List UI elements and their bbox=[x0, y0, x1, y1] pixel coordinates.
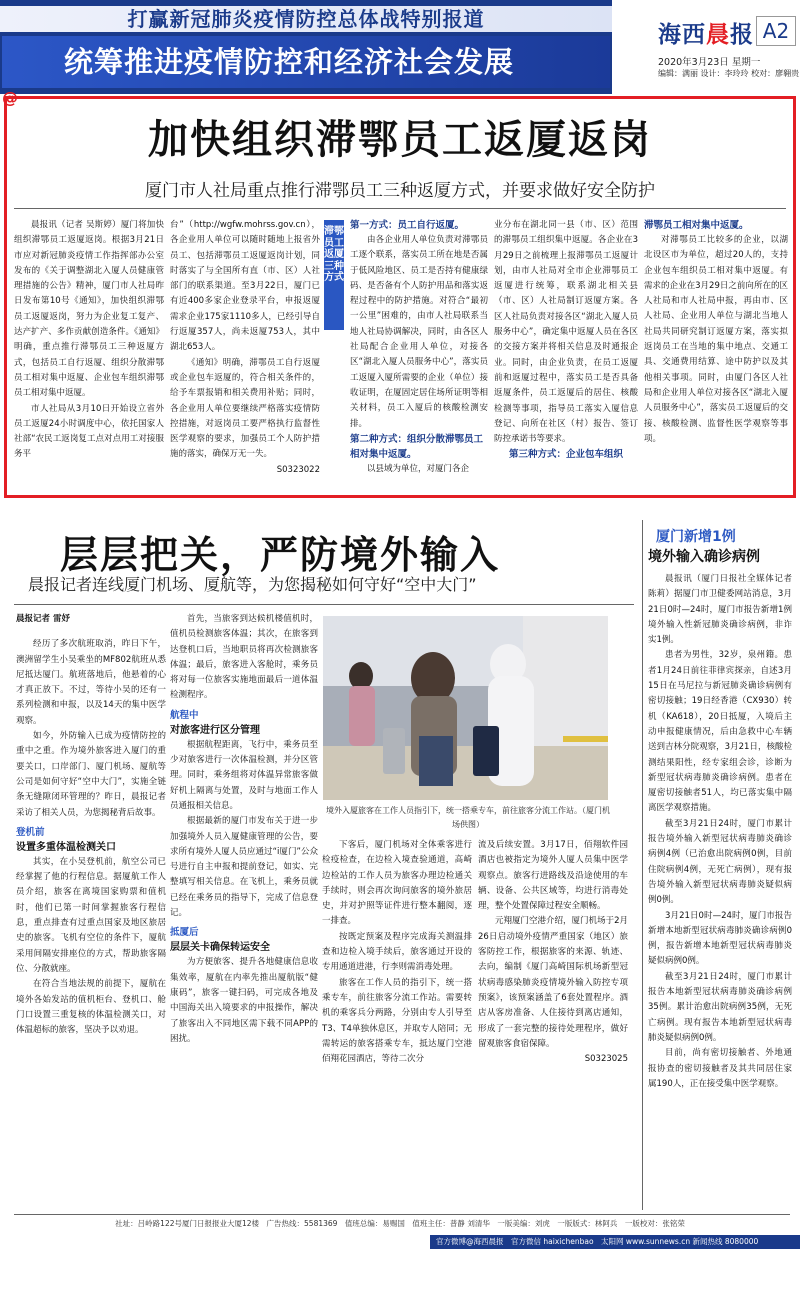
section1-text2: 在符合当地法规的前提下，厦航在境外各始发站的值机柜台、登机口、舱门口设置三重复核的体温检测关口，对体温超标的旅客，坚决予以劝退。 bbox=[16, 979, 166, 1036]
banner-main bbox=[2, 36, 610, 88]
sidebar-p3: 截至3月21日24时，厦门市累计报告境外输入新型冠状病毒肺炎确诊病例4例（已治愈出院病例0例，目前住院病例4例，无死亡病例），现有报告境外输入新型冠状病毒肺炎疑似病例0例。 bbox=[648, 818, 792, 906]
story2-col3b-text: 按既定预案及程序完成海关测温排查和边检入境手续后，旅客通过开设的专用通道进港，行李则需消毒处理。 bbox=[322, 931, 472, 973]
story2-col1 bbox=[16, 612, 166, 1038]
section3-text: 为方便旅客、提升各地健康信息收集效率，厦航在内率先推出厦航版“健康码”，旅客一键扫码，可完成各地及中国海关出入境要求的申报操作，解决了旅客出入不同地区需下载不同APP的困扰。 bbox=[170, 957, 318, 1044]
story2-col3-text: 下客后，厦门机场对全体乘客进行检疫检查，在边检入境查验通道，高崎边检站的工作人员为旅客办理边检通关手续时，则会再次询问旅客的境外旅居史，并对护照等证件进行整本翻阅，逐一排查。 bbox=[322, 840, 472, 927]
story1-subhead: 厦门市人社局重点推行滞鄂员工三种返厦方式，并要求做好安全防护 bbox=[145, 181, 655, 201]
story2-headline: 层层把关，严防境外输入 bbox=[60, 533, 501, 577]
story1-col2-text: 台”（http://wgfw.mohrss.gov.cn），各企业用人单位可以随时随地上报省外员工、包括滞鄂员工返厦返岗计划，同时落实了与全国所有直（市、区）人社部门的联系渠道。至3月22日，厦门已有近400多家企业登录平台，申报返厦需求企业175家1110多人，已经引导自行返厦357人，尚未返厦753人，其中湖北653人。 bbox=[170, 220, 320, 353]
section1-text: 其实，在小吴登机前，航空公司已经掌握了他的行程信息。据厦航工作人员介绍，旅客在离境国家购票和值机时，他们已第一时间掌握旅客行程信息，重点排查有过重点国家及地区旅居史的旅客。飞机有空位的条件下，厦航采用间隔安排座位的方式，帮助旅客隔位、分散就座。 bbox=[16, 856, 166, 974]
section2-label: 航程中 bbox=[170, 709, 199, 721]
sidebar-p2: 患者为男性，32岁，泉州籍。患者1月24日前往菲律宾探亲，自述3月15日在马尼拉与新冠肺炎确诊病例有密切接触；19日经香港（CX930）转机（KA618），20日抵厦，入境后主动申报健康情况，后由急救中心车辆送到吉林分院观察，3月21日，核酸检测结果阳性，经专家组会诊，诊断为新型冠状病毒肺炎确诊病例。患者在厦密切接触者51人，均已落实集中隔离医学观察措施。 bbox=[648, 650, 792, 814]
story2-col2-text: 首先，当旅客到达候机楼值机时，值机员检测旅客体温；其次，在旅客到达登机口后，当地职员将再次检测旅客体温；最后，旅客进入客舱时，乘务员将对每一位旅客实施地面最后一道体温检测程序。 bbox=[170, 614, 318, 701]
editors-line: 编辑：满丽 设计：李玲玲 校对：廖翱贵 bbox=[658, 69, 800, 78]
photo-caption: 境外入厦旅客在工作人员指引下，统一搭乘专车，前往旅客分流工作站。（厦门机场供图） bbox=[326, 806, 610, 829]
story2-col4-text: 流及后续安置。3月17日，佰翔软件园酒店也被指定为境外人厦人员集中医学观察点。旅客行进路线及沿途使用的车辆、设备、公共区域等，均进行消毒处理，整个处置保障过程安全顺畅。 bbox=[478, 840, 628, 912]
method1-text: 由各企业用人单位负责对滞鄂员工逐个联系，落实员工所在地是否属于低风险地区、员工是否持有健康绿码、是否备有个人防护用品和落实返程过程中的防护措施。对符合“最初一公里”困难的，由市人社局联系当地人社局协调解决，同时，由各区人社局配合企业用人单位，对接各区“湖北入厦人员服务中心”，落实员工返厦入厦所需要的企业（单位）接收证明，在厦固定居住场所证明等相关材料，员工入厦后的核酸检测安排。 bbox=[350, 235, 488, 429]
footer-address: 社址：吕岭路122号厦门日报报业大厦12楼 广告热线：5581369 值班总编：易赐国 值班主任：普静 刘清华 一版美编：刘虎 一版版式：林阿兵 一版校对：张铭荣 bbox=[115, 1219, 685, 1228]
footer-rule bbox=[14, 1214, 790, 1215]
footer-contact: 官方微博@海西晨报 官方微信 haixichenbao 太阳网 www.sunnews.cn 新闻热线 8080000 bbox=[430, 1235, 800, 1249]
story2-col2 bbox=[170, 612, 318, 1047]
story1-col5-text: 对滞鄂员工比较多的企业，以湖北设区市为单位，超过20人的，支持企业包车组织员工相对集中返厦。有需求的企业在3月29日之前向所在的区人社局和市人社局申报，再由市、区人社局、企业用人单位与湖北当地人社局共同研究制订返厦方案，落实拟返岗员工在当地的集中地点、交通工具、交通费用结算、途中防护以及其他相关事项。同时，由厦门各区人社局和企业用人单位对接各区“湖北入厦人员服务中心”，落实员工返厦后的交接、核酸检测、监督性医学观察等事项。 bbox=[644, 235, 788, 444]
banner-top bbox=[0, 6, 612, 32]
airport-photo bbox=[323, 616, 608, 800]
sidebar-p6: 目前，尚有密切接触者、外地通报协查的密切接触者及其共同居住家属190人，正在接受集中医学观察。 bbox=[648, 1048, 792, 1089]
method3-title: 第三种方式：企业包车组织 bbox=[508, 449, 623, 461]
at-icon: @ bbox=[2, 88, 18, 107]
story1-col1 bbox=[14, 218, 164, 463]
section1-label: 登机前 bbox=[16, 826, 45, 838]
masthead-logo-area bbox=[620, 2, 800, 92]
section1-title: 设置多重体温检测关口 bbox=[16, 841, 116, 853]
story1-col2 bbox=[170, 218, 320, 478]
story1-rule bbox=[14, 208, 786, 209]
story1-col4 bbox=[494, 218, 638, 462]
sidebar-p4: 3月21日0时—24时，厦门市报告新增本地新型冠状病毒肺炎确诊病例0例，报告新增本地新型冠状病毒肺炎疑似病例0例。 bbox=[648, 910, 792, 967]
sidebar-p5: 截至3月21日24时，厦门市累计报告本地新型冠状病毒肺炎确诊病例35例。累计治愈出院病例35例，无死亡病例。现有报告本地新型冠状病毒肺炎疑似病例0例。 bbox=[648, 971, 792, 1043]
section2-text2: 根据最新的厦门市发布关于进一步加强境外人员入厦健康管理的公告，要求所有境外人厦人员应通过“i厦门”公众号进行自主申报和提前登记，如实、完整填写相关信息。在飞机上，乘务员就已经在乘务员的指导下，完成了信息登记。 bbox=[170, 816, 318, 919]
story2-col1b-text: 如今，外防输入已成为疫情防控的重中之重。作为境外旅客进入厦门的重要关口，口岸部门、厦门机场、厦航等公司是如何守好“空中大门”，实施全链条无缝隙闭环管理的？昨日，晨报记者采访了相关人员，为您揭秘背后故事。 bbox=[16, 731, 166, 818]
story1-col5 bbox=[644, 218, 788, 447]
sidebar-p1: 晨报讯（厦门日报社全媒体记者 陈莉）据厦门市卫健委网站消息，3月21日0时—24时，厦门市报告新增1例境外输入性新冠肺炎确诊病例，非诈实1例。 bbox=[648, 574, 792, 646]
story1-code: S0323022 bbox=[276, 464, 320, 475]
story1-headline: 加快组织滞鄂员工返厦返岗 bbox=[148, 117, 652, 163]
sidebar-kicker: 厦门新增1例 bbox=[656, 529, 736, 545]
story1-col2b-text: 《通知》明确，滞鄂员工自行返厦或企业包车返厦的，符合相关条件的，给予车票报销和相关费用补贴；同时，各企业用人单位要继续严格落实疫情防控措施，对返岗员工要严格执行监督性医学观察的要求，加强员工个人防护措施的落实，确保万无一失。 bbox=[170, 357, 320, 460]
issue-date: 2020年3月23日 星期一 bbox=[658, 57, 761, 68]
story2-col3c-text: 旅客在工作人员的指引下，统一搭乘专车，前往旅客分流工作站。需要转机的乘客兵分两路，分别由专人引导至T3、T4单独休息区，并取专人陪同；无需转运的旅客搭乘专车，抵达厦门空港佰翔花园酒店，等待二次分 bbox=[322, 977, 472, 1065]
method3-title-cont: 滞鄂员工相对集中返厦。 bbox=[644, 220, 749, 231]
banner-top-text: 打赢新冠肺炎疫情防控总体战特别报道 bbox=[127, 7, 485, 31]
story1-col3 bbox=[350, 218, 488, 477]
sidebar-body bbox=[648, 572, 792, 1092]
section3-title: 层层关卡确保转运安全 bbox=[170, 942, 270, 954]
story1-vertical-label: 滞鄂员工返厦三种方式 bbox=[324, 220, 344, 330]
sidebar-title: 境外输入确诊病例 bbox=[648, 549, 760, 565]
logo-right: 报 bbox=[730, 22, 754, 48]
story2-subhead: 晨报记者连线厦门机场、厦航等，为您揭秘如何守好“空中大门” bbox=[28, 575, 477, 594]
story1-col4-text: 业分布在湖北同一县（市、区）范围的滞鄂员工组织集中返厦。各企业在3月29日之前梳理上报滞鄂员工返厦计划，由市人社局对全市企业滞鄂员工返厦进行统筹，联系湖北相关县（市、区）人社局制订返厦方案。各区人社局负责对接各区“湖北入厦人员服务中心”，确定集中返厦人员在各区的交接方案并将相关信息及时通报企业。同时，由企业负责，在员工返厦前和返厦过程中，落实员工是否具备返厦条件，员工返厦后的居住、核酸检测等事项，指导员工落实入厦信息登记、向所在社区（村）报告、签订防控承诺书等要求。 bbox=[494, 220, 638, 445]
story2-col4 bbox=[478, 838, 628, 1067]
method1-title: 第一方式：员工自行返厦。 bbox=[350, 220, 465, 231]
story2-byline: 晨报记者 雷妤 bbox=[16, 614, 70, 624]
logo-mid: 晨 bbox=[706, 22, 730, 48]
page-number: A2 bbox=[756, 16, 796, 46]
story2-col1-text: 经历了多次航班取消，昨日下午，澳洲留学生小吴乘坐的MF802航班从悉尼抵达厦门。航班落地后，他悬着的心才真正放下。不过，等待小吴的还有一系列检测和申报，以及14天的集中医学观察。 bbox=[16, 639, 166, 726]
section2-title: 对旅客进行区分管理 bbox=[170, 724, 260, 736]
logo-left: 海西 bbox=[658, 22, 706, 48]
airport-photo-illustration bbox=[323, 616, 608, 800]
story2-code: S0323025 bbox=[584, 1054, 628, 1065]
banner-main-text: 统筹推进疫情防控和经济社会发展 bbox=[64, 45, 515, 79]
section2-text: 根据航程距离，飞行中，乘务员至少对旅客进行一次体温检测，并分区管理。同时，乘务组将对体温异常旅客做好机上隔离与处置，及时与地面工作人员通报相关信息。 bbox=[170, 739, 318, 811]
story2-col4b-text: 元翔厦门空港介绍，厦门机场于2月26日启动境外疫情严重国家（地区）旅客防控工作，根据旅客的来源、轨迹、去向，编制《厦门高崎国际机场新型冠状病毒感染肺炎疫情境外输入防控专项预案》，该预案涵盖了6套处置程序。酒店从客房准备、人住接待到离店通知，形成了一套完整的接待处理程序，做好留观旅客食宿保障。 bbox=[478, 916, 628, 1049]
method2-text: 以县域为单位，对厦门各企 bbox=[367, 463, 470, 474]
section3-label: 抵厦后 bbox=[170, 927, 199, 939]
newspaper-logo bbox=[658, 16, 754, 49]
story1-col1b-text: 市人社局从3月10日开始设立省外员工返厦24小时调度中心，依托国家人社部“农民工返岗复工点对点用工对接服务平 bbox=[14, 403, 164, 460]
story2-rule bbox=[14, 604, 634, 605]
story1-col1-text: 晨报讯（记者 吴斯婷）厦门将加快组织滞鄂员工返厦返岗。根据3月21日市应对新冠肺炎疫情工作指挥部办公室发布的《关于调整湖北入厦人员健康管理措施的公告》精神，厦门市人社局昨日发布第10号《通知》，加快组织滞鄂员工返厦返岗，努力为企业复工复产、达产扩产、多作贡献创造条件。《通知》明确，重点推行滞鄂员工三种返厦方式，包括员工自行返厦、组织分散滞鄂员工相对集中返厦、企业包车组织滞鄂员工相对集中返厦。 bbox=[14, 220, 164, 399]
story2-col3 bbox=[322, 838, 472, 1067]
method2-title: 第二种方式：组织分散滞鄂员工相对集中返厦。 bbox=[350, 433, 484, 460]
sidebar-divider bbox=[642, 520, 643, 1210]
